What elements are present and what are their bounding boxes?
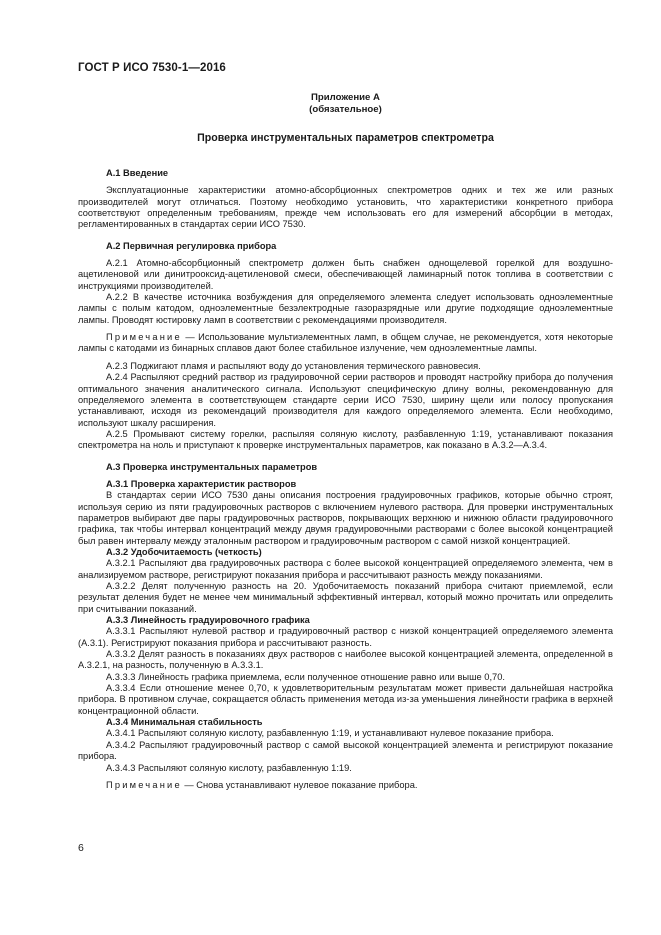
paragraph-a332: А.3.3.2 Делят разность в показаниях двух растворов с наиболее высокой концентрацией элемента, определенной в А.3.2.1, на разность, полученную в А.3.3.1. — [78, 649, 613, 671]
annex-title: Приложение А — [311, 92, 380, 103]
paragraph-a1: Эксплуатационные характеристики атомно-абсорбционных спектрометров одних и тех же или разных производителей могут отличаться. Поэтому необходимо установить, что характеристики конкретного прибора соответствуют определенным требованиям, прежде чем использовать его для измерений абсорбции в методах, регламентированных в стандартах серии ИСО 7530. — [78, 185, 613, 230]
annex-status: (обязательное) — [309, 104, 382, 115]
paragraph-a342: А.3.4.2 Распыляют градуировочный раствор с самой высокой концентрацией элемента и регистрируют показание прибора. — [78, 739, 613, 762]
note-text: — Использование мультиэлементных ламп, в общем случае, не рекомендуется, хотя некоторые лампы с катодами из бинарных сплавов дают более стабильное излучение, чем одноэлементные лампы. — [78, 332, 613, 354]
paragraph-a2-5: А.2.5 Промывают систему горелки, распыляя соляную кислоту, разбавленную 1:19, устанавливают показания спектрометра на ноль и приступают к проверке инструментальных параметров, как показано в А.3.2—А.3.4. — [78, 428, 613, 451]
section-heading-a1: А.1 Введение — [106, 168, 169, 178]
subsection-heading-a34: А.3.4 Минимальная стабильность — [106, 717, 263, 728]
note-a2 — [78, 332, 613, 355]
section-heading-a2: А.2 Первичная регулировка прибора — [106, 240, 277, 251]
note-label: Примечание — [106, 779, 182, 790]
paragraph-a2-2: А.2.2 В качестве источника возбуждения для определяемого элемента следует использовать одноэлементные лампы с полым катодом, одноэлементные безэлектродные газоразрядные или другие подходящие одноэлементные лампы. Проводят юстировку ламп в соответствии с рекомендациями производителя. — [78, 292, 613, 325]
paragraph-a333: А.3.3.3 Линейность графика приемлема, если полученное отношение равно или выше 0,70. — [106, 671, 505, 682]
page-number: 6 — [78, 842, 84, 854]
paragraph-a322: А.3.2.2 Делят полученную разность на 20. Удобочитаемость показаний прибора считают приемлемой, если результат деления будет не менее чем минимальный эффективный интервал, который можно прочитать или определить при считывании показаний. — [78, 581, 613, 614]
annex-heading: Проверка инструментальных параметров спектрометра — [197, 132, 494, 144]
paragraph-a334: А.3.3.4 Если отношение менее 0,70, к удовлетворительным результатам может привести дальнейшая настройка прибора. В противном случае, сокращается область применения метода из-за уменьшения линейности графика в верхней концентрационной области. — [78, 683, 613, 716]
paragraph-a341: А.3.4.1 Распыляют соляную кислоту, разбавленную 1:19, и устанавливают нулевое показание прибора. — [106, 728, 554, 739]
paragraph-a321: А.3.2.1 Распыляют два градуировочных раствора с более высокой концентрацией определяемого элемента, чем в анализируемом растворе, регистрируют показания прибора и рассчитывают разность между показаниями. — [78, 558, 613, 580]
paragraph-a31: В стандартах серии ИСО 7530 даны описания построения градуировочных графиков, которые обычно строят, используя серию из пяти градуировочных растворов с включением нулевого раствора. Для проверки инструментальных параметров выбирают две пары градуировочных растворов, покрывающих верхнюю и нижнюю области градуировочного графика, так чтобы интервал концентраций между двумя градуировочными растворами с более высокой концентрацией был равен интервалу между эталонным раствором и градуировочным раствором с самой низкой концентрацией. — [78, 490, 613, 546]
note-a3 — [78, 780, 613, 791]
note-text: — Снова устанавливают нулевое показание прибора. — [181, 779, 418, 790]
section-heading-a3: А.3 Проверка инструментальных параметров — [106, 461, 318, 472]
paragraph-a2-3: А.2.3 Поджигают пламя и распыляют воду до установления термического равновесия. — [106, 360, 481, 371]
subsection-heading-a32: А.3.2 Удобочитаемость (четкость) — [106, 546, 262, 557]
paragraph-a2-4: А.2.4 Распыляют средний раствор из градуировочной серии растворов и проводят настройку прибора до получения оптимального значения аналитического сигнала. Используют специфическую длину волны, рекомендованную для определяемого элемента в соответствующем стандарте серии ИСО 7530, ширину щели или полосу пропускания устанавливают, исходя из рекомендаций производителя для каждого определяемого элемента. Если необходимо, используют шкалу расширения. — [78, 372, 613, 428]
paragraph-a2-1: А.2.1 Атомно-абсорбционный спектрометр должен быть снабжен однощелевой горелкой для воздушно-ацетиленовой или динитрооксид-ацетиленовой смеси, обеспечивающей ламинарный поток топлива в соответствии с инструкциями производителей. — [78, 258, 613, 291]
paragraph-a331: А.3.3.1 Распыляют нулевой раствор и градуировочный раствор с низкой концентрацией определяемого элемента (А.3.1). Регистрируют показания прибора и рассчитывают разность. — [78, 626, 613, 648]
subsection-heading-a33: А.3.3 Линейность градуировочного графика — [106, 615, 310, 626]
document-body — [78, 168, 613, 791]
paragraph-a343: А.3.4.3 Распыляют соляную кислоту, разбавленную 1:19. — [106, 762, 352, 773]
note-label: Примечание — [106, 332, 182, 343]
subsection-heading-a31: А.3.1 Проверка характеристик растворов — [106, 478, 297, 489]
document-code: ГОСТ Р ИСО 7530-1—2016 — [78, 62, 226, 74]
